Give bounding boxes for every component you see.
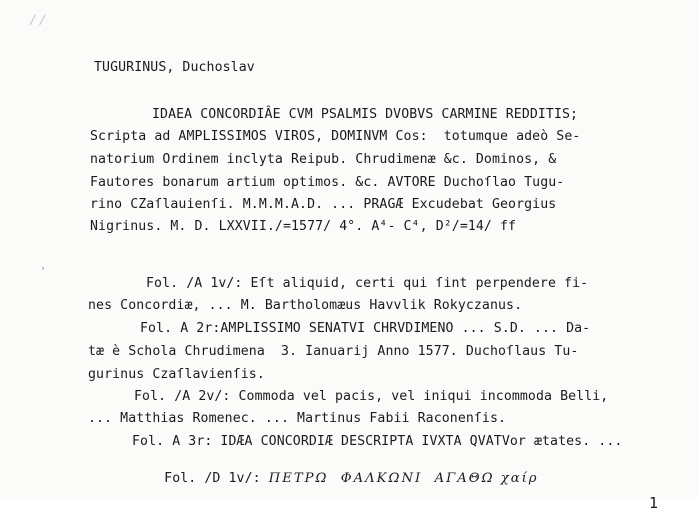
folio-line: Fol. /A 1v/: Eſt aliquid, certi qui ſint perpendere fi- [146, 276, 589, 291]
folio-line: gurinus Czaſlavienſis. [88, 367, 265, 382]
title-line: Fautores bonarum artium optimos. &c. AVTORE Duchoſlao Tugu- [90, 175, 565, 190]
folio-line: ... Matthias Romenec. ... Martinus Fabii Raconenſis. [88, 411, 507, 426]
greek-handwriting: ΠΕΤΡΩ ΦΑΛΚΩΝΙ ΑΓΑΘΩ χαίρ [268, 471, 539, 486]
title-line: Scripta ad AMPLISSIMOS VIROS, DOMINVM Cos: totumque adeò Se- [90, 129, 581, 144]
folio-line: Fol. A 2r:AMPLISSIMO SENATVI CHRVDIMENO ... S.D. ... Da- [140, 321, 591, 336]
folio-line: nes Concordiæ, ... M. Bartholomæus Havvlik Rokyczanus. [88, 298, 523, 313]
title-line: Nigrinus. M. D. LXXVII./=1577/ 4°. A⁴- C⁴, D²/=14/ ff [90, 219, 517, 234]
margin-tick: ' [40, 266, 47, 277]
title-line: rino CZaſlauienſi. M.M.M.A.D. ... PRAGÆ Excudebat Georgius [90, 197, 557, 212]
folio-line [132, 456, 539, 501]
folio-label: Fol. /D 1v/: [164, 471, 269, 486]
title-line: IDAEA CONCORDIÂE CVM PSALMIS DVOBVS CARMINE REDDITIS; [152, 107, 579, 122]
folio-line: tæ è Schola Chrudimena 3. Ianuarij Anno 1577. Duchoſlaus Tu- [88, 344, 579, 359]
pencil-mark: ⁄⁄ [28, 10, 48, 29]
folio-line: Fol. /A 2v/: Commoda vel pacis, vel iniqui incommoda Belli, [134, 389, 609, 404]
card-bottom-edge [0, 499, 697, 515]
author-heading: TUGURINUS, Duchoslav [94, 60, 255, 75]
folio-line: Fol. A 3r: IDÆA CONCORDIÆ DESCRIPTA IVXTA QVATVor ætates. ... [132, 434, 623, 449]
title-line: natorium Ordinem inclyta Reipub. Chrudimenæ &c. Dominos, & [90, 152, 557, 167]
page-number: 1 [649, 494, 659, 512]
